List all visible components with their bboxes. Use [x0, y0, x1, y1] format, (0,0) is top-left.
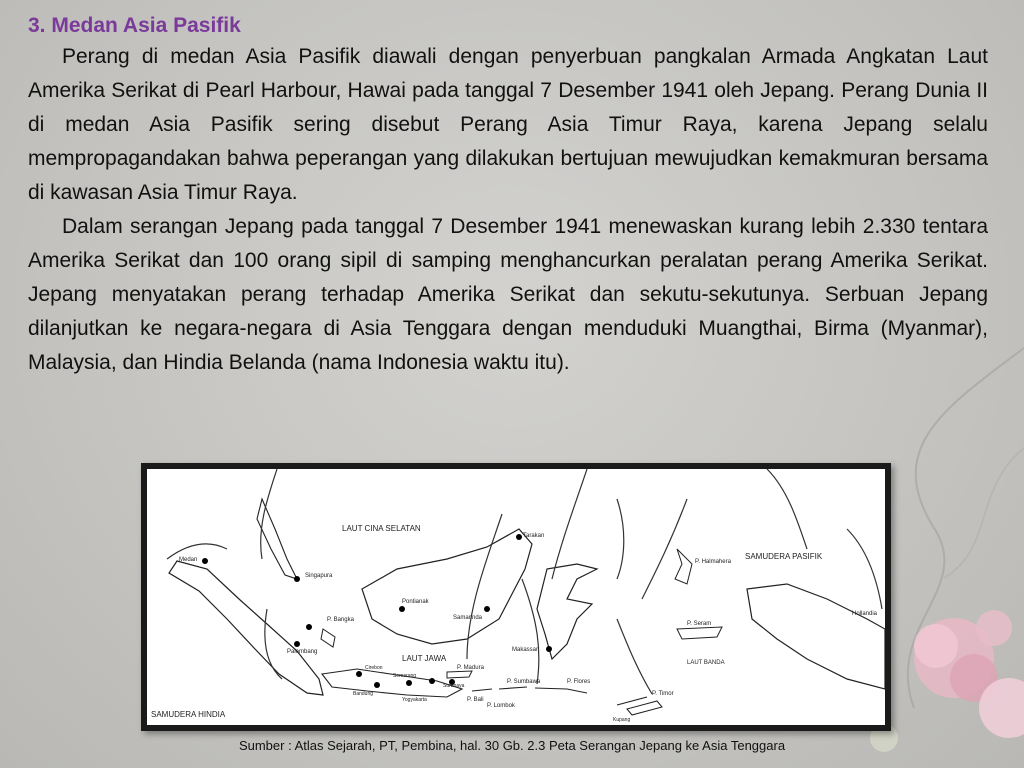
- map-canvas: [147, 469, 885, 725]
- label-p-seram: P. Seram: [687, 621, 712, 627]
- figure-caption: Sumber : Atlas Sejarah, PT, Pembina, hal. 30 Gb. 2.3 Peta Serangan Jepang ke Asia Tenggara: [238, 738, 786, 753]
- label-p-halmahera: P. Halmahera: [695, 559, 731, 565]
- label-p-sumbawa: P. Sumbawa: [507, 679, 541, 685]
- island-seram: [677, 627, 722, 639]
- japanese-invasion-map: [147, 469, 885, 725]
- label-tarakan: Tarakan: [523, 533, 545, 539]
- label-p-timor: P. Timor: [652, 691, 674, 697]
- label-hollandia: Hollandia: [852, 611, 878, 617]
- section-heading: 3. Medan Asia Pasifik: [28, 14, 241, 37]
- land-malay-peninsula: [257, 499, 297, 579]
- slide-content: [28, 14, 988, 380]
- island-java: [322, 669, 462, 697]
- island-sumatra: [169, 561, 323, 695]
- label-kupang: Kupang: [613, 717, 631, 723]
- label-p-bali: P. Bali: [467, 697, 484, 703]
- island-madura: [447, 671, 472, 678]
- label-surabaya: Surabaya: [443, 683, 465, 689]
- label-bandung: Bandung: [353, 691, 374, 697]
- label-p-bangka: P. Bangka: [327, 617, 354, 623]
- label-medan: Medan: [179, 557, 198, 563]
- label-samudera-hindia: SAMUDERA HINDIA: [151, 710, 226, 719]
- island-borneo: [362, 529, 532, 644]
- label-cirebon: Cirebon: [365, 665, 383, 671]
- label-samudera-pasifik: SAMUDERA PASIFIK: [745, 552, 823, 561]
- island-timor: [627, 701, 662, 715]
- label-makassar: Makassar: [512, 647, 539, 653]
- map-figure: [141, 463, 891, 731]
- label-pontianak: Pontianak: [402, 599, 429, 605]
- island-halmahera: [675, 549, 692, 584]
- label-palembang: Palembang: [287, 649, 318, 655]
- label-semarang: Semarang: [393, 673, 417, 679]
- label-laut-banda: LAUT BANDA: [687, 660, 725, 666]
- paragraph-2: Dalam serangan Jepang pada tanggal 7 Desember 1941 menewaskan kurang lebih 2.330 tentara Amerika Serikat dan 100 orang sipil di samping menghancurkan peralatan perang Amerika Serikat. Jepang menyatakan perang terhadap Amerika Serikat dan sekutu-sekutunya. Serbuan Jepang dilanjutkan ke negara-negara di Asia Tenggara dengan menduduki Muangthai, Birma (Myanmar), Malaysia, dan Hindia Belanda (nama Indonesia waktu itu).: [28, 215, 988, 374]
- paragraph-1: Perang di medan Asia Pasifik diawali dengan penyerbuan pangkalan Armada Angkatan Laut Amerika Serikat di Pearl Harbour, Hawai pada tanggal 7 Desember 1941 oleh Jepang. Perang Dunia II di medan Asia Pasifik sering disebut Perang Asia Timur Raya, karena Jepang selalu mempropagandakan bahwa peperangan yang dilakukan bertujuan mewujudkan kemakmuran bersama di kawasan Asia Timur Raya.: [28, 45, 988, 204]
- island-sulawesi: [537, 564, 597, 659]
- label-p-madura: P. Madura: [457, 665, 484, 671]
- label-p-lombok: P. Lombok: [487, 703, 515, 709]
- label-laut-cina-selatan: LAUT CINA SELATAN: [342, 524, 421, 533]
- island-bangka: [321, 629, 335, 647]
- island-new-guinea: [747, 584, 885, 689]
- label-p-flores: P. Flores: [567, 679, 591, 685]
- attack-routes: [167, 469, 882, 694]
- label-samarinda: Samarinda: [453, 615, 483, 621]
- label-laut-jawa: LAUT JAWA: [402, 654, 447, 663]
- label-yogyakarta: Yogyakarta: [402, 697, 427, 703]
- label-singapura: Singapura: [305, 573, 333, 579]
